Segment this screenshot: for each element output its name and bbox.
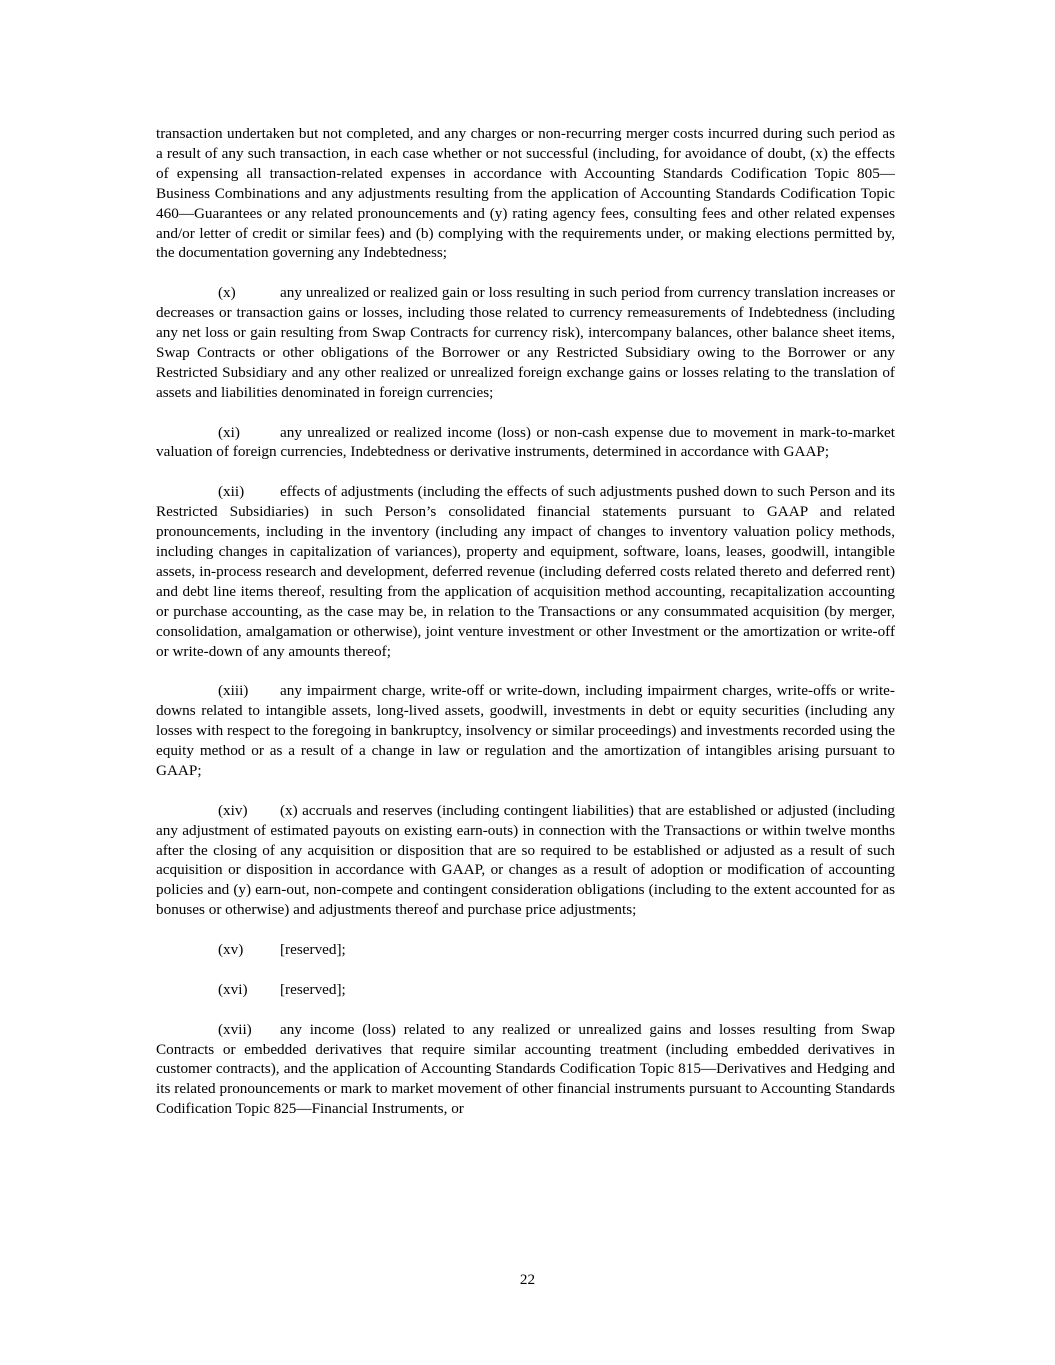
clause-text: any impairment charge, write-off or write-down, including impairment charges, write-offs or write-downs related to intangible assets, long-lived assets, goodwill, investments in debt or equity securities (including any losses with respect to the foregoing in bankruptcy, insolvency or similar proceedings) and investments recorded using the equity method or as a result of a change in law or regulation and the amortization of intangibles arising pursuant to GAAP; <box>156 682 895 779</box>
clause-numeral: (xiii) <box>218 682 249 700</box>
continuation-paragraph: transaction undertaken but not completed, and any charges or non-recurring merger costs incurred during such period as a result of any such transaction, in each case whether or not successful (including, for avoidance of doubt, (x) the effects of expensing all transaction-related expenses in accordance with Accounting Standards Codification Topic 805—Business Combinations and any adjustments resulting from the application of Accounting Standards Codification Topic 460—Guarantees or any related pronouncements and (y) rating agency fees, consulting fees and other related expenses and/or letter of credit or similar fees) and (b) complying with the requirements under, or making elections permitted by, the documentation governing any Indebtedness; <box>156 125 895 262</box>
clause-numeral: (xvii) <box>218 1020 252 1038</box>
clause-text: (x) accruals and reserves (including contingent liabilities) that are established or adjusted (including any adjustment of estimated payouts on existing earn-outs) in connection with the Transactions or within twelve months after the closing of any acquisition or disposition that are so required to be established or adjusted as a result of such acquisition or disposition in accordance with GAAP, or changes as a result of adoption or modification of accounting policies and (y) earn-out, non-compete and contingent consideration obligations (including to the extent accounted for as bonuses or otherwise) and adjustments thereof and purchase price adjustments; <box>156 801 895 919</box>
clause-text: [reserved]; <box>280 941 346 959</box>
clause-text: effects of adjustments (including the effects of such adjustments pushed down to such Person and its Restricted Subsidiaries) in such Person’s consolidated financial statements pursuant to GAAP and related pronouncements, including in the inventory (including any impact of changes to inventory valuation policy methods, including changes in capitalization of variances), property and equipment, software, loans, leases, goodwill, intangible assets, in-process research and development, deferred revenue (including deferred costs related thereto and deferred rent) and debt line items thereof, resulting from the application of acquisition method accounting, recapitalization accounting or purchase accounting, as the case may be, in relation to the Transactions or any consummated acquisition (by merger, consolidation, amalgamation or otherwise), joint venture investment or other Investment or the amortization or write-off or write-down of any amounts thereof; <box>156 483 895 660</box>
clause-text: any unrealized or realized income (loss) or non-cash expense due to movement in mark-to-market valuation of foreign currencies, Indebtedness or derivative instruments, determined in accordance with GAAP; <box>156 423 895 461</box>
clause-numeral: (xv) <box>218 941 244 959</box>
page-number: 22 <box>519 1271 536 1288</box>
document-body <box>156 124 895 1119</box>
clause-xii <box>156 482 895 661</box>
clause-x <box>156 283 895 402</box>
clause-numeral: (xvi) <box>218 980 248 998</box>
clause-xvi <box>156 980 895 1000</box>
clause-numeral: (xi) <box>218 423 240 441</box>
clause-xi <box>156 423 895 463</box>
clause-text: [reserved]; <box>280 980 346 998</box>
clause-xvii <box>156 1020 895 1120</box>
clause-numeral: (x) <box>218 284 236 302</box>
clause-text: any unrealized or realized gain or loss resulting in such period from currency translation increases or decreases or transaction gains or losses, including those related to currency remeasurements of Indebtedness (including any net loss or gain resulting from Swap Contracts for currency risk), intercompany balances, other balance sheet items, Swap Contracts or other obligations of the Borrower or any Restricted Subsidiary owing to the Borrower or any Restricted Subsidiary and any other realized or unrealized foreign exchange gains or losses relating to the translation of assets and liabilities denominated in foreign currencies; <box>156 284 895 401</box>
clause-numeral: (xii) <box>218 483 245 501</box>
clause-xiii <box>156 681 895 781</box>
clause-numeral: (xiv) <box>218 801 248 819</box>
clause-xv <box>156 940 895 960</box>
clause-text: any income (loss) related to any realized or unrealized gains and losses resulting from Swap Contracts or embedded derivatives that require similar accounting treatment (including embedded derivatives in customer contracts), and the application of Accounting Standards Codification Topic 815—Derivatives and Hedging and its related pronouncements or mark to market movement of other financial instruments pursuant to Accounting Standards Codification Topic 825—Financial Instruments, or <box>156 1020 895 1118</box>
clause-xiv <box>156 801 895 920</box>
